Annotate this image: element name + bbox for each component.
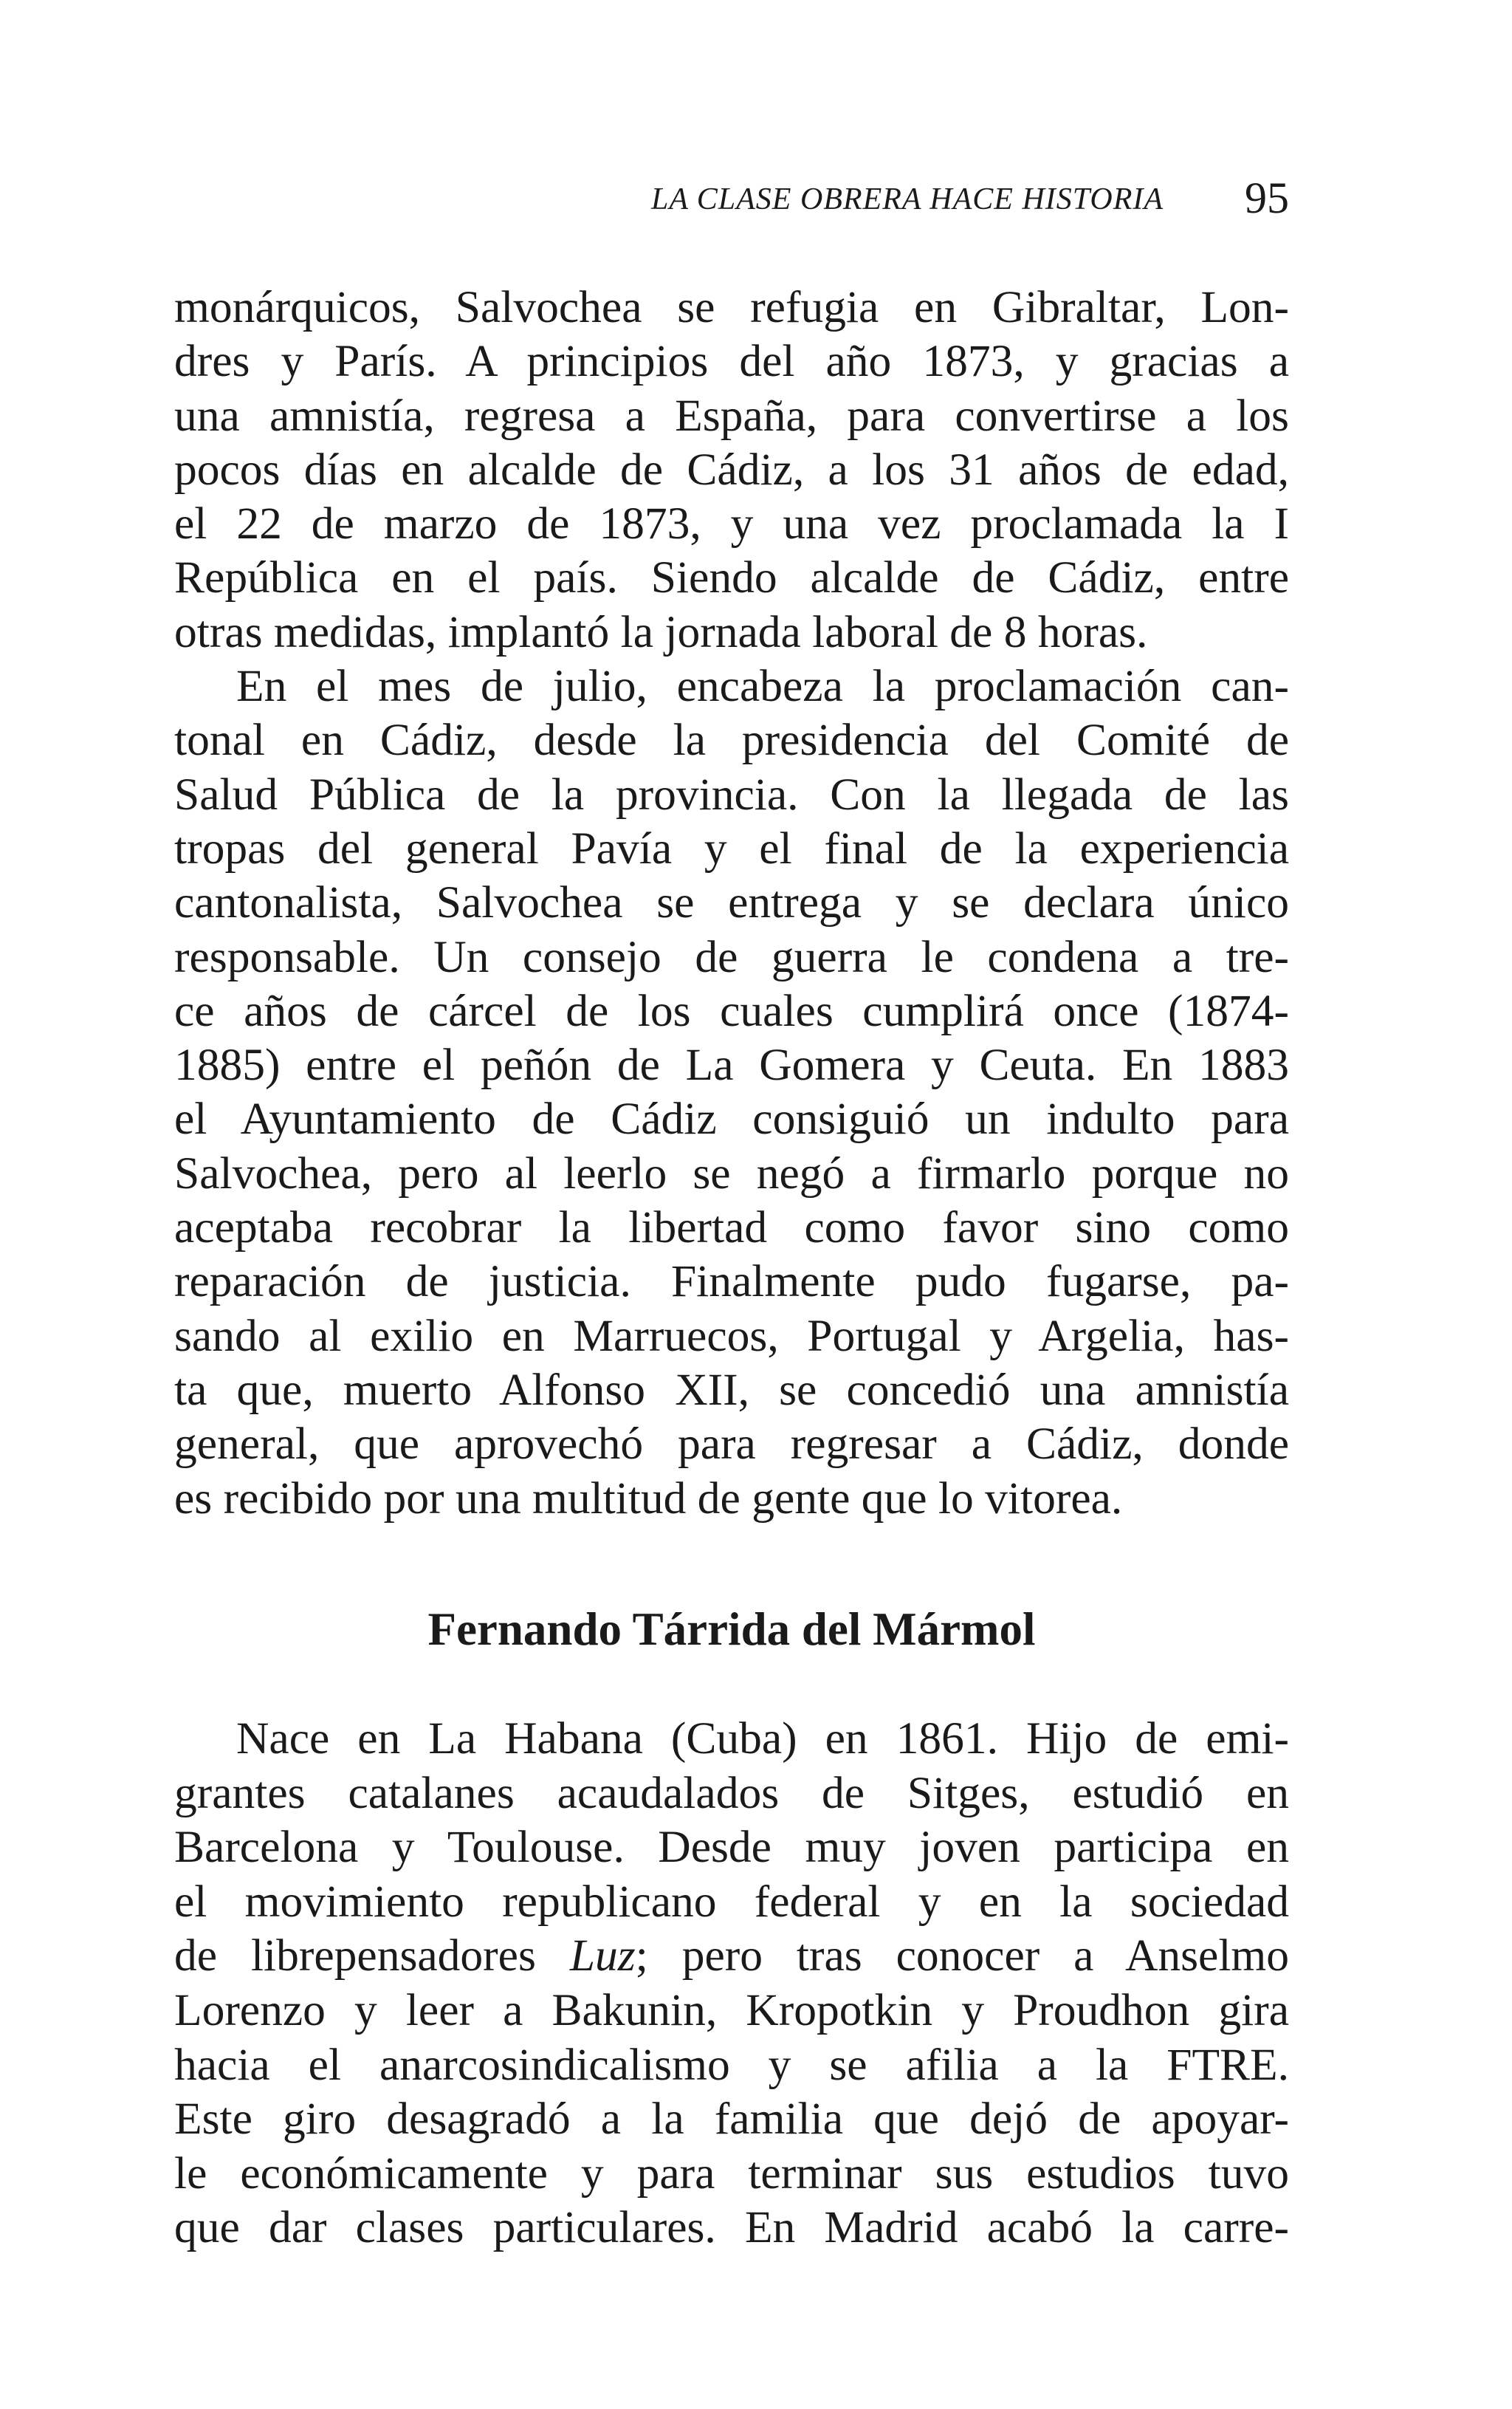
text-line: monárquicos, Salvochea se refugia en Gibraltar, Lon- — [174, 282, 1289, 332]
text-line: el 22 de marzo de 1873, y una vez proclamada la I — [174, 498, 1289, 549]
text-line: grantes catalanes acaudalados de Sitges, estudió en — [174, 1767, 1289, 1818]
text-line: tonal en Cádiz, desde la presidencia del Comité de — [174, 715, 1289, 766]
running-title: LA CLASE OBRERA HACE HISTORIA — [651, 182, 1164, 216]
text-line: aceptaba recobrar la libertad como favor sino como — [174, 1202, 1289, 1253]
text-line: Este giro desagradó a la familia que dejó de apoyar- — [174, 2094, 1289, 2145]
text-segment: ; pero tras conocer a Anselmo — [635, 1930, 1290, 1981]
text-line: ta que, muerto Alfonso XII, se concedió una amnistía — [174, 1364, 1289, 1415]
text-line: Salud Pública de la provincia. Con la llegada de las — [174, 769, 1289, 820]
text-line-with-italic — [174, 1929, 1289, 1984]
italic-society-name: Luz — [569, 1930, 636, 1981]
section-heading: Fernando Tárrida del Mármol — [427, 1603, 1036, 1655]
text-line: dres y París. A principios del año 1873, y gracias a — [174, 336, 1289, 387]
text-line: tropas del general Pavía y el final de la experiencia — [174, 823, 1289, 874]
section-salvochea-text — [174, 281, 1289, 1526]
text-line: le económicamente y para terminar sus estudios tuvo — [174, 2148, 1289, 2199]
page-number: 95 — [1245, 174, 1289, 222]
text-line: 1885) entre el peñón de La Gomera y Ceuta. En 1883 — [174, 1040, 1289, 1091]
text-line: sando al exilio en Marruecos, Portugal y Argelia, has- — [174, 1310, 1289, 1361]
text-line: Salvochea, pero al leerlo se negó a firmarlo porque no — [174, 1148, 1289, 1199]
text-line: República en el país. Siendo alcalde de Cádiz, entre — [174, 552, 1289, 603]
text-line: responsable. Un consejo de guerra le condena a tre- — [174, 931, 1289, 982]
text-segment: de librepensadores — [174, 1930, 570, 1981]
text-line: Lorenzo y leer a Bakunin, Kropotkin y Proudhon gira — [174, 1984, 1289, 2035]
text-line: el Ayuntamiento de Cádiz consiguió un indulto para — [174, 1094, 1289, 1145]
text-line: que dar clases particulares. En Madrid acabó la carre- — [174, 2202, 1289, 2253]
text-line: reparación de justicia. Finalmente pudo fugarse, pa- — [174, 1256, 1289, 1307]
text-line: otras medidas, implantó la jornada laboral de 8 horas. — [174, 606, 1148, 657]
text-line: hacia el anarcosindicalismo y se afilia a la FTRE. — [174, 2039, 1289, 2090]
text-line: Barcelona y Toulouse. Desde muy joven participa en — [174, 1822, 1289, 1873]
text-line: es recibido por una multitud de gente que lo vitorea. — [174, 1473, 1123, 1524]
text-line: En el mes de julio, encabeza la proclamación can- — [236, 661, 1289, 712]
text-line: pocos días en alcalde de Cádiz, a los 31 años de edad, — [174, 444, 1289, 495]
section-tarrida-text — [174, 1712, 1289, 2255]
text-line: ce años de cárcel de los cuales cumplirá once (1874- — [174, 985, 1289, 1036]
text-line: una amnistía, regresa a España, para convertirse a los — [174, 390, 1289, 441]
text-line: general, que aprovechó para regresar a Cádiz, donde — [174, 1419, 1289, 1470]
text-line: cantonalista, Salvochea se entrega y se declara único — [174, 877, 1289, 928]
text-line: Nace en La Habana (Cuba) en 1861. Hijo de emi- — [236, 1713, 1289, 1764]
text-line: el movimiento republicano federal y en la sociedad — [174, 1876, 1289, 1927]
running-head — [174, 174, 1289, 226]
